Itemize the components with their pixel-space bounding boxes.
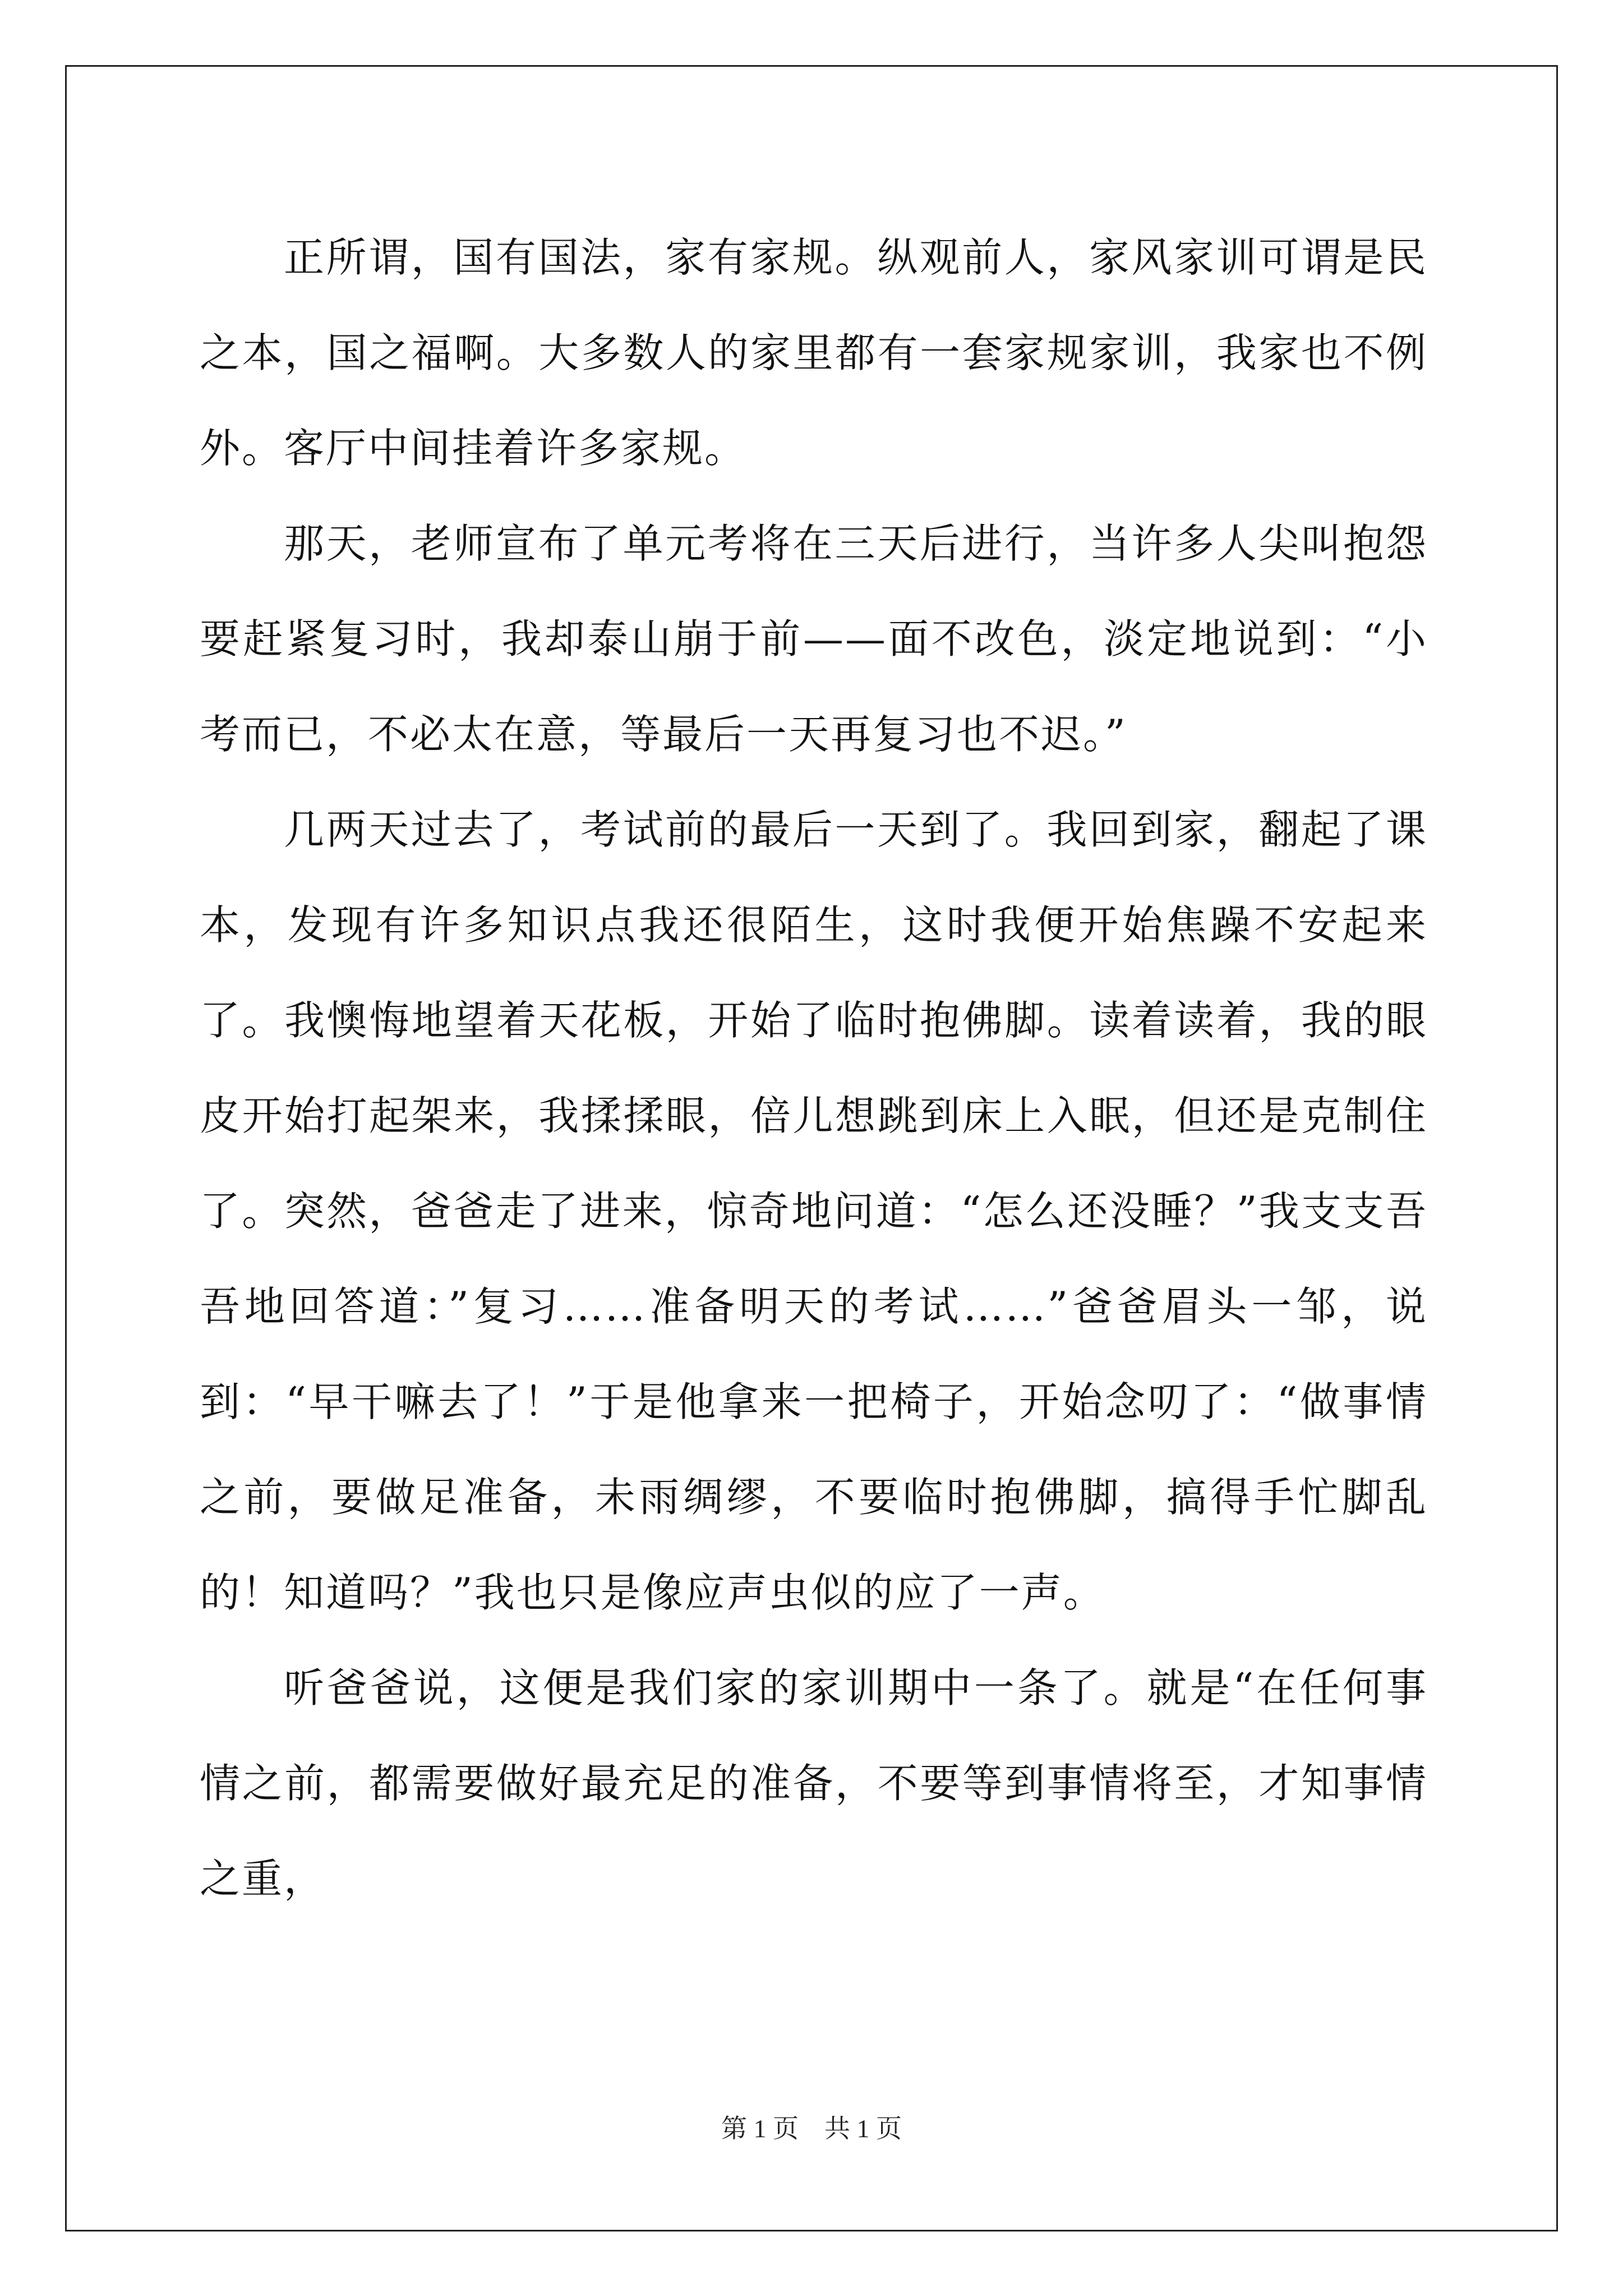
paragraph-4: 听爸爸说，这便是我们家的家训期中一条了。就是“在任何事情之前，都需要做好最充足的准备，不要等到事情将至，才知事情之重， <box>200 1664 1428 1902</box>
paragraph-2: 那天，老师宣布了单元考将在三天后进行，当许多人尖叫抱怨要赶紧复习时，我却泰山崩于前——面不改色，淡定地说到：“小考而已，不必太在意，等最后一天再复习也不迟。” <box>200 520 1428 758</box>
page-number: 第 1 页 <box>721 2114 799 2143</box>
footer-gap <box>799 2114 824 2143</box>
page-footer <box>0 2108 1623 2145</box>
paragraph-1: 正所谓，国有国法，家有家规。纵观前人，家风家训可谓是民之本，国之福啊。大多数人的家里都有一套家规家训，我家也不例外。客厅中间挂着许多家规。 <box>200 234 1428 472</box>
document-body <box>200 210 1428 1926</box>
page-total: 共 1 页 <box>824 2114 902 2143</box>
paragraph-3: 几两天过去了，考试前的最后一天到了。我回到家，翻起了课本，发现有许多知识点我还很陌生，这时我便开始焦躁不安起来了。我懊悔地望着天花板，开始了临时抱佛脚。读着读着，我的眼皮开始打起架来，我揉揉眼，倍儿想跳到床上入眠，但还是克制住了。突然，爸爸走了进来，惊奇地问道：“怎么还没睡？”我支支吾吾地回答道：”复习……准备明天的考试……”爸爸眉头一邹，说到：“早干嘛去了！”于是他拿来一把椅子，开始念叨了：“做事情之前，要做足准备，未雨绸缪，不要临时抱佛脚，搞得手忙脚乱的！知道吗？”我也只是像应声虫似的应了一声。 <box>200 806 1428 1616</box>
